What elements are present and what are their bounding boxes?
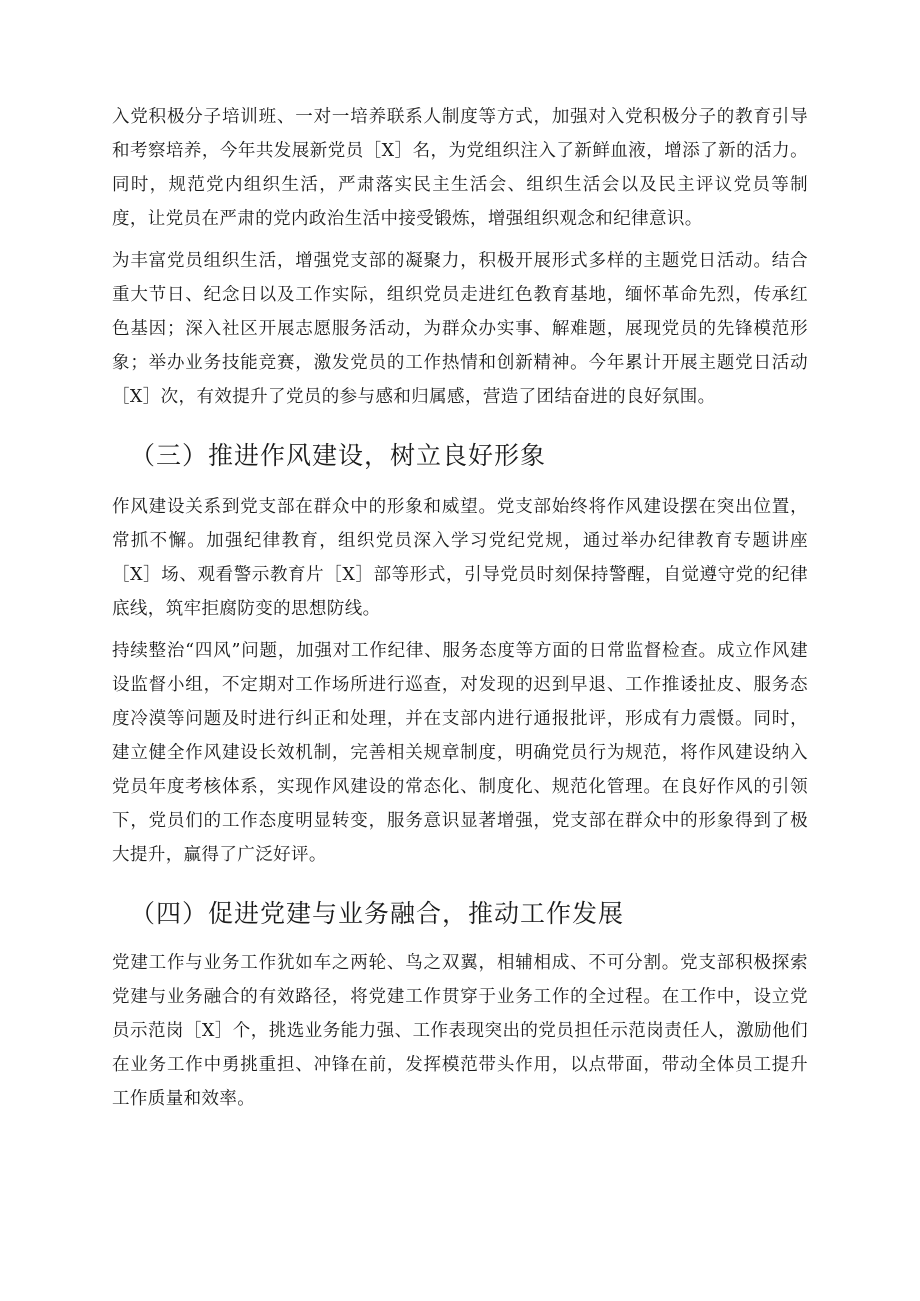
heading-section-four: （四）促进党建与业务融合，推动工作发展 (130, 899, 625, 928)
document-page (112, 100, 808, 1116)
paragraph-member-development: 入党积极分子培训班、一对一培养联系人制度等方式，加强对入党积极分子的教育引导和考察培养，今年共发展新党员［X］名，为党组织注入了新鲜血液，增添了新的活力。同时，规范党内组织生活，严肃落实民主生活会、组织生活会以及民主评议党员等制度，让党员在严肃的党内政治生活中接受锻炼，增强组织观念和纪律意识。 (112, 107, 808, 229)
paragraph-discipline-education: 作风建设关系到党支部在群众中的形象和威望。党支部始终将作风建设摆在突出位置，常抓不懈。加强纪律教育，组织党员深入学习党纪党规，通过举办纪律教育专题讲座［X］场、观看警示教育片［X］部等形式，引导党员时刻保持警醒，自觉遵守党的纪律底线，筑牢拒腐防变的思想防线。 (112, 497, 808, 619)
paragraph-theme-party-day: 为丰富党员组织生活，增强党支部的凝聚力，积极开展形式多样的主题党日活动。结合重大节日、纪念日以及工作实际，组织党员走进红色教育基地，缅怀革命先烈，传承红色基因；深入社区开展志愿服务活动，为群众办实事、解难题，展现党员的先锋模范形象；举办业务技能竞赛，激发党员的工作热情和创新精神。今年累计开展主题党日活动［X］次，有效提升了党员的参与感和归属感，营造了团结奋进的良好氛围。 (112, 251, 808, 407)
paragraph-party-business-integration: 党建工作与业务工作犹如车之两轮、鸟之双翼，相辅相成、不可分割。党支部积极探索党建与业务融合的有效路径，将党建工作贯穿于业务工作的全过程。在工作中，设立党员示范岗［X］个，挑选业务能力强、工作表现突出的党员担任示范岗责任人，激励他们在业务工作中勇挑重担、冲锋在前，发挥模范带头作用，以点带面，带动全体员工提升工作质量和效率。 (112, 953, 808, 1109)
heading-section-three: （三）推进作风建设，树立良好形象 (130, 441, 547, 470)
paragraph-four-winds: 持续整治“四风”问题，加强对工作纪律、服务态度等方面的日常监督检查。成立作风建设监督小组，不定期对工作场所进行巡查，对发现的迟到早退、工作推诿扯皮、服务态度冷漠等问题及时进行纠正和处理，并在支部内进行通报批评，形成有力震慑。同时，建立健全作风建设长效机制，完善相关规章制度，明确党员行为规范，将作风建设纳入党员年度考核体系，实现作风建设的常态化、制度化、规范化管理。在良好作风的引领下，党员们的工作态度明显转变，服务意识显著增强，党支部在群众中的形象得到了极大提升，赢得了广泛好评。 (112, 641, 808, 865)
